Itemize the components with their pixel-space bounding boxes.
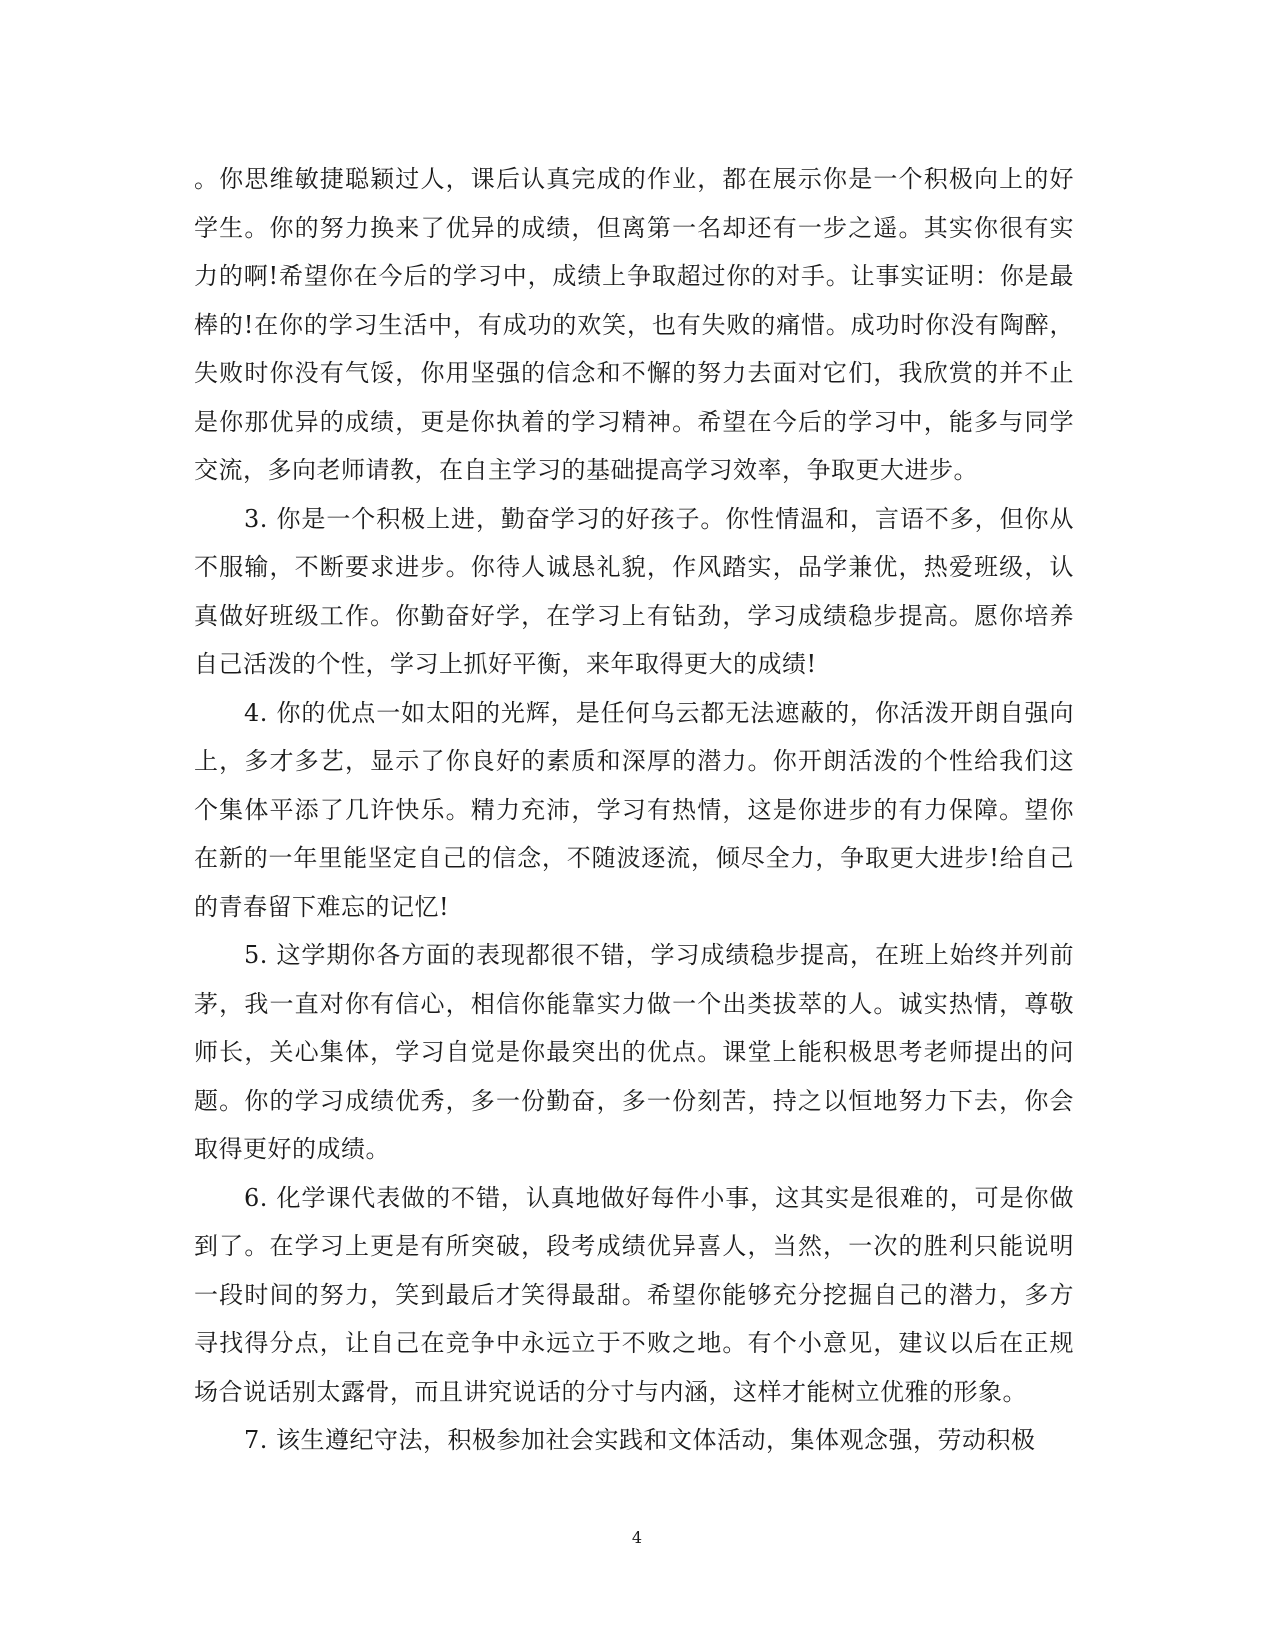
paragraph-comment-4: 4. 你的优点一如太阳的光辉，是任何乌云都无法遮蔽的，你活泼开朗自强向上，多才多艺，显示了你良好的素质和深厚的潜力。你开朗活泼的个性给我们这个集体平添了几许快乐。精力充沛，学习有热情，这是你进步的有力保障。望你在新的一年里能坚定自己的信念，不随波逐流，倾尽全力，争取更大进步!给自己的青春留下难忘的记忆! [194, 698, 1074, 921]
body-text [194, 155, 1074, 1465]
page-number: 4 [631, 1528, 643, 1547]
paragraph-comment-3: 3. 你是一个积极上进，勤奋学习的好孩子。你性情温和，言语不多，但你从不服输，不断要求进步。你待人诚恳礼貌，作风踏实，品学兼优，热爱班级，认真做好班级工作。你勤奋好学，在学习上有钻劲，学习成绩稳步提高。愿你培养自己活泼的个性，学习上抓好平衡，来年取得更大的成绩! [194, 504, 1074, 678]
paragraph-comment-5: 5. 这学期你各方面的表现都很不错，学习成绩稳步提高，在班上始终并列前茅，我一直对你有信心，相信你能靠实力做一个出类拔萃的人。诚实热情，尊敬师长，关心集体，学习自觉是你最突出的优点。课堂上能积极思考老师提出的问题。你的学习成绩优秀，多一份勤奋，多一份刻苦，持之以恒地努力下去，你会取得更好的成绩。 [194, 941, 1074, 1163]
paragraph-comment-6: 6. 化学课代表做的不错，认真地做好每件小事，这其实是很难的，可是你做到了。在学习上更是有所突破，段考成绩优异喜人，当然，一次的胜利只能说明一段时间的努力，笑到最后才笑得最甜。希望你能够充分挖掘自己的潜力，多方寻找得分点，让自己在竞争中永远立于不败之地。有个小意见，建议以后在正规场合说话别太露骨，而且讲究说话的分寸与内涵，这样才能树立优雅的形象。 [194, 1183, 1074, 1406]
paragraph-continuation: 。你思维敏捷聪颖过人，课后认真完成的作业，都在展示你是一个积极向上的好学生。你的努力换来了优异的成绩，但离第一名却还有一步之遥。其实你很有实力的啊!希望你在今后的学习中，成绩上争取超过你的对手。让事实证明：你是最棒的!在你的学习生活中，有成功的欢笑，也有失败的痛惜。成功时你没有陶醉，失败时你没有气馁，你用坚强的信念和不懈的努力去面对它们，我欣赏的并不止是你那优异的成绩，更是你执着的学习精神。希望在今后的学习中，能多与同学交流，多向老师请教，在自主学习的基础提高学习效率，争取更大进步。 [194, 165, 1074, 484]
paragraph-comment-7: 7. 该生遵纪守法，积极参加社会实践和文体活动，集体观念强，劳动积极 [244, 1426, 1036, 1454]
